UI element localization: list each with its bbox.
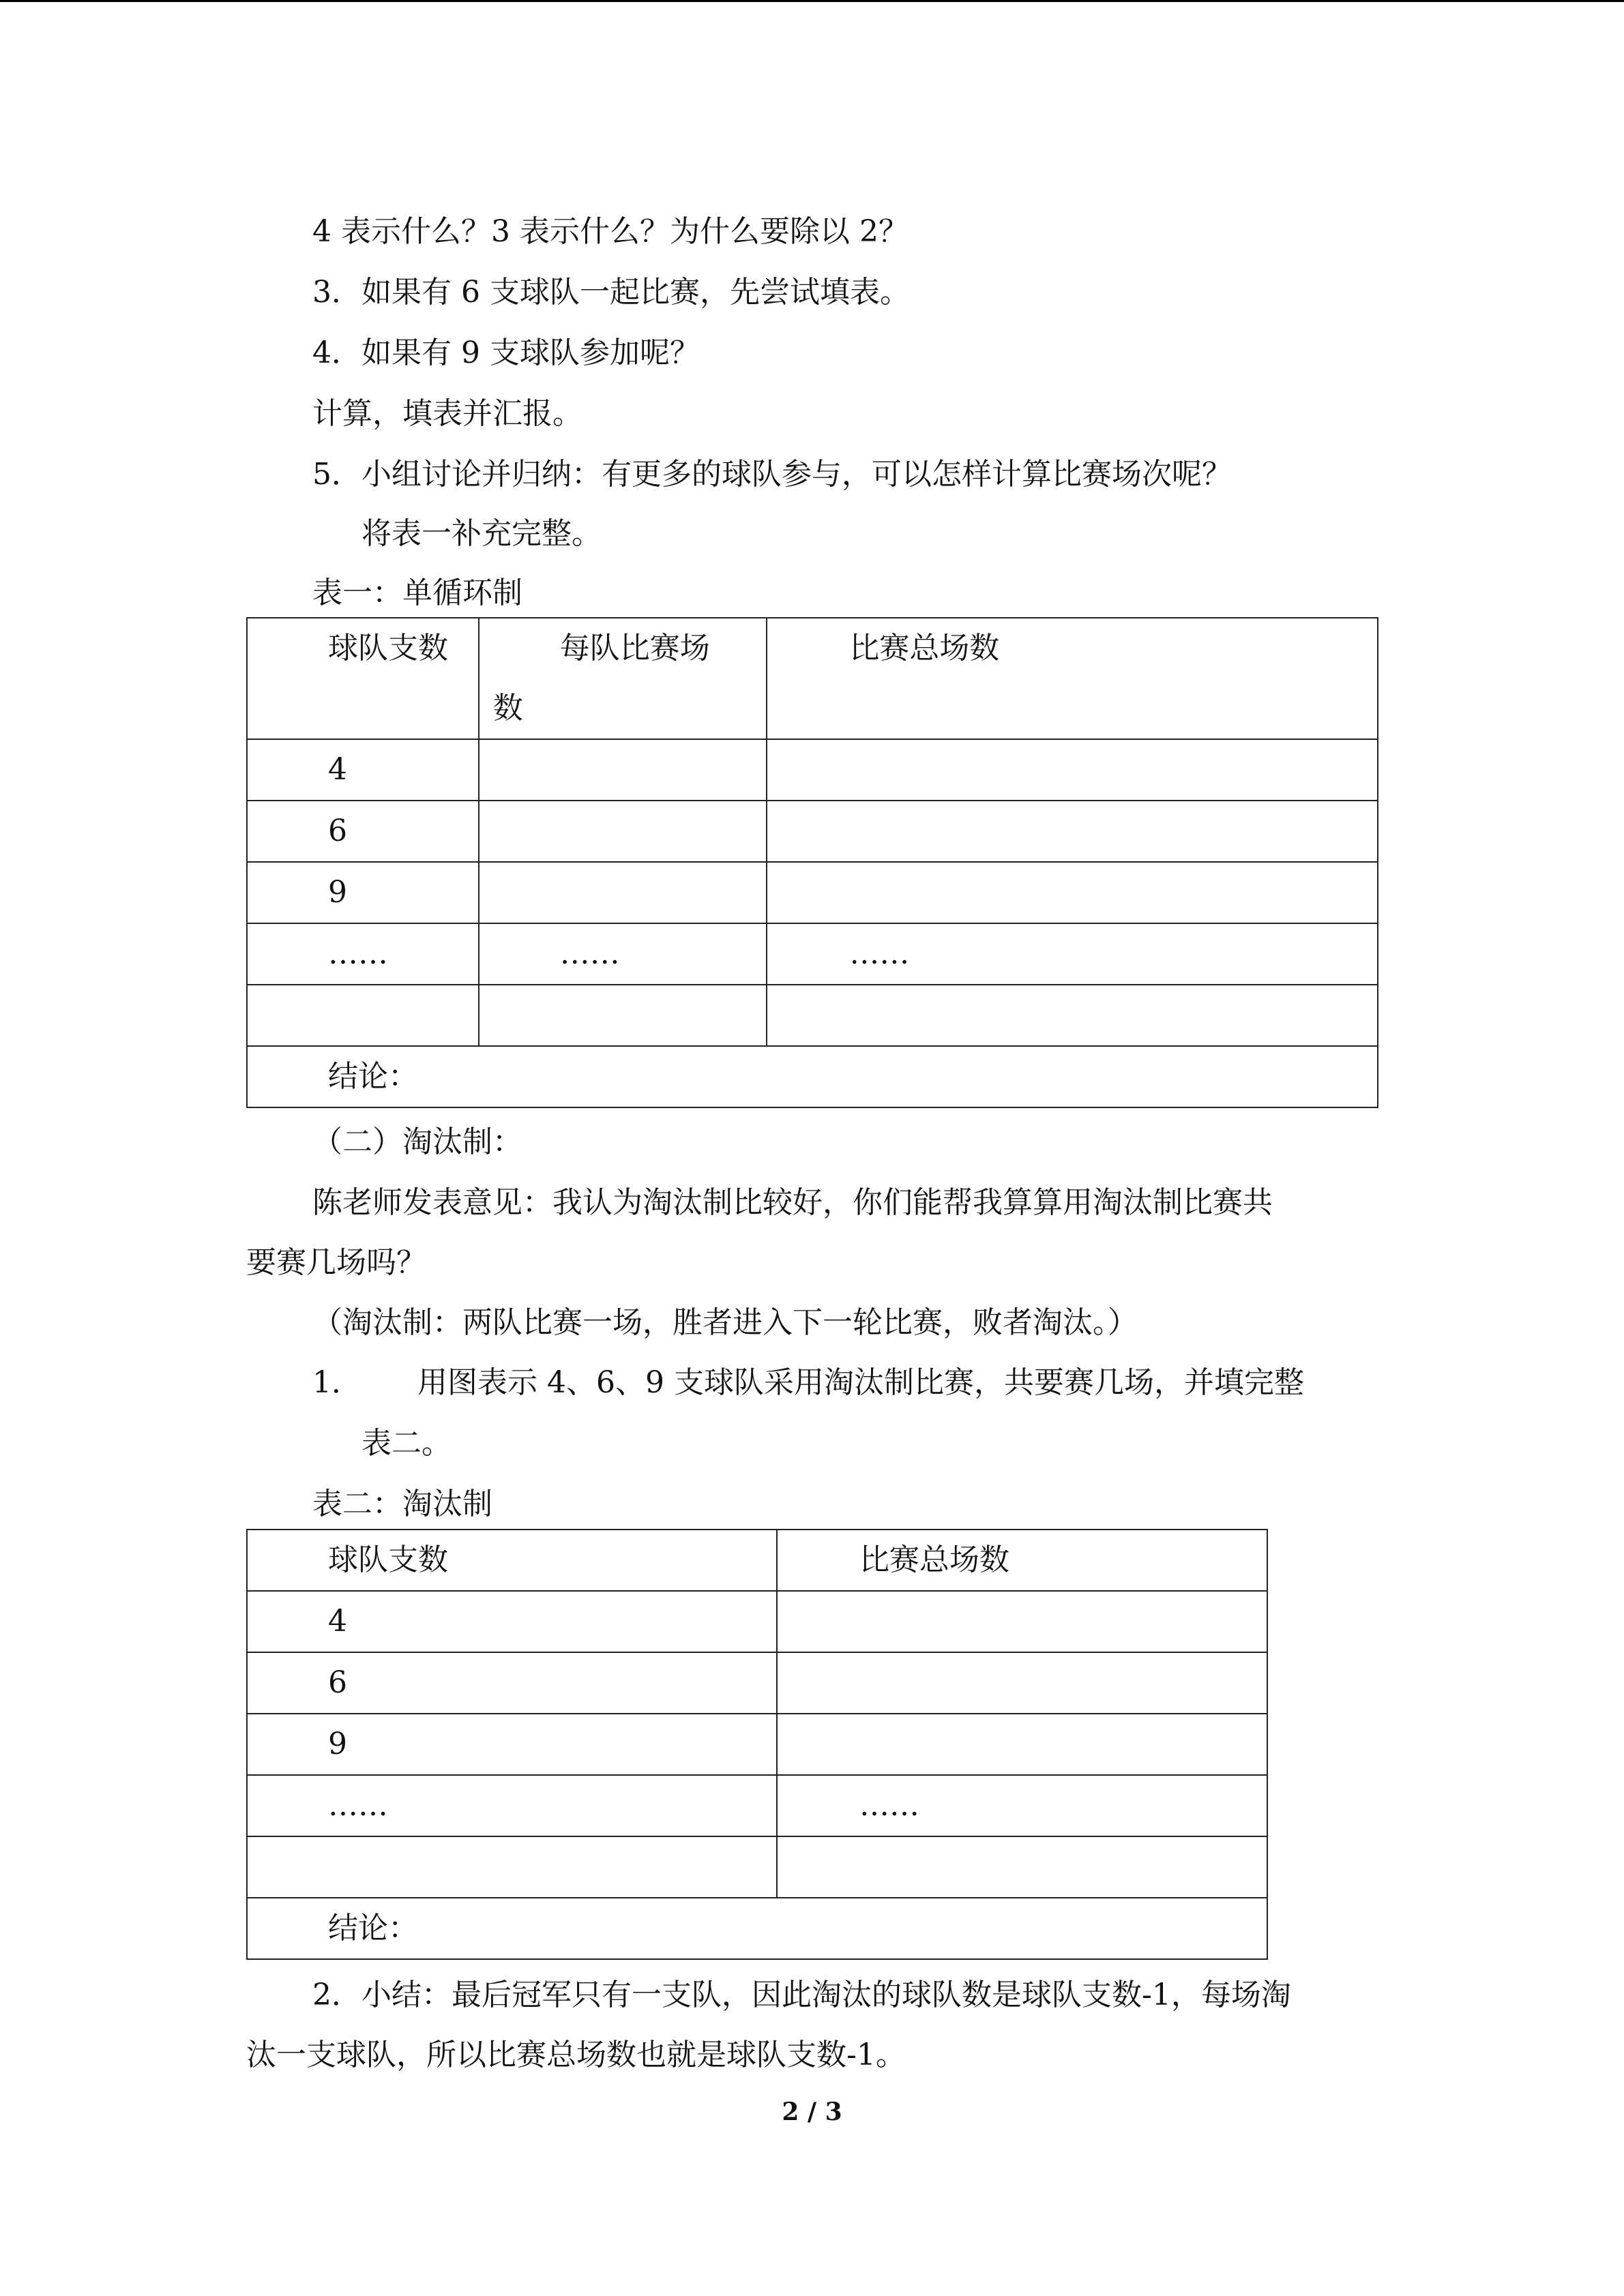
table2-row	[247, 1775, 1267, 1836]
table1-cell: 6	[328, 814, 347, 848]
intro-line-3: 4．如果有 9 支球队参加呢？	[312, 336, 700, 370]
table1-cell: ……	[849, 936, 910, 971]
table1-cell	[767, 740, 1377, 749]
table2-cell	[248, 1837, 776, 1847]
intro-line-1: 4 表示什么？3 表示什么？为什么要除以 2？	[312, 214, 909, 249]
table2-conclusion: 结论：	[328, 1911, 418, 1945]
table2-header-row	[247, 1530, 1267, 1591]
table2-row	[247, 1836, 1267, 1898]
intro-line-6: 将表一补充完整。	[361, 516, 602, 551]
intro-line-5: 5．小组讨论并归纳：有更多的球队参与，可以怎样计算比赛场次呢？	[312, 457, 1232, 492]
table1-row	[247, 985, 1378, 1046]
table1-header-total	[767, 618, 1378, 739]
table1-cell	[479, 863, 767, 872]
table1-cell	[767, 863, 1377, 872]
table2-row	[247, 1591, 1267, 1652]
table1-cell: ……	[328, 936, 388, 971]
table2-conclusion-row	[247, 1898, 1267, 1959]
section2-item1-number: 1．	[312, 1365, 361, 1400]
table1-cell	[479, 740, 767, 749]
table2-cell: ……	[859, 1788, 919, 1823]
table1-header-per-team-text-1: 每队比赛场	[559, 631, 710, 666]
section2-para-line-1: 陈老师发表意见：我认为淘汰制比较好，你们能帮我算算用淘汰制比赛共	[312, 1185, 1273, 1220]
table1-cell	[248, 985, 478, 995]
table2-cell	[778, 1653, 1267, 1663]
table1-cell	[767, 985, 1377, 995]
table1-cell	[479, 985, 767, 995]
table2-header-total: 比赛总场数	[859, 1542, 1009, 1577]
table1-cell: ……	[559, 936, 620, 971]
summary-line-2: 汰一支球队，所以比赛总场数也就是球队支数-1。	[246, 2038, 906, 2072]
table2-row	[247, 1652, 1267, 1714]
table1-row	[247, 801, 1378, 862]
table2-cell	[778, 1837, 1267, 1847]
page-number: 2 / 3	[782, 2098, 842, 2126]
table1-caption: 表一：单循环制	[312, 576, 522, 610]
section2-item1-line-1: 用图表示 4、6、9 支球队采用淘汰制比赛，共要赛几场，并填完整	[417, 1365, 1304, 1400]
table1-cell: 9	[328, 875, 347, 910]
section2-note: （淘汰制：两队比赛一场，胜者进入下一轮比赛，败者淘汰。）	[312, 1305, 1138, 1340]
table1-header-teams	[247, 618, 479, 739]
table1-conclusion-row	[247, 1046, 1378, 1107]
table2-caption: 表二：淘汰制	[312, 1487, 492, 1521]
table2-cell: 9	[328, 1727, 347, 1761]
table2-cell: 4	[328, 1604, 347, 1639]
table2-cell	[778, 1592, 1267, 1601]
table2-header-teams: 球队支数	[328, 1542, 448, 1577]
table2-row	[247, 1714, 1267, 1775]
table1-conclusion: 结论：	[328, 1059, 418, 1094]
table1-row	[247, 923, 1378, 985]
summary-line-1: 2．小结：最后冠军只有一支队，因此淘汰的球队数是球队支数-1，每场淘	[312, 1978, 1291, 2012]
table1-header-per-team	[479, 618, 767, 739]
table1-header-per-team-text-2: 数	[492, 691, 523, 726]
table1-header-teams-text: 球队支数	[328, 631, 448, 666]
table2-knockout	[246, 1529, 1268, 1960]
section2-heading: （二）淘汰制：	[312, 1124, 522, 1159]
table1-cell	[767, 801, 1377, 811]
section2-item1-line-2: 表二。	[361, 1426, 452, 1461]
table1-header-total-text: 比赛总场数	[849, 631, 1000, 666]
table2-cell: 6	[328, 1665, 347, 1700]
table1-row	[247, 862, 1378, 923]
intro-line-4: 计算，填表并汇报。	[312, 396, 582, 431]
table1-cell	[479, 801, 767, 811]
section2-para-line-2: 要赛几场吗？	[246, 1245, 426, 1280]
table1-cell: 4	[328, 752, 347, 787]
table1-row	[247, 739, 1378, 801]
table1-single-round-robin	[246, 617, 1378, 1108]
table2-cell	[778, 1714, 1267, 1724]
table2-cell: ……	[328, 1788, 388, 1823]
table1-header-row	[247, 618, 1378, 739]
intro-line-2: 3．如果有 6 支球队一起比赛，先尝试填表。	[312, 275, 910, 310]
